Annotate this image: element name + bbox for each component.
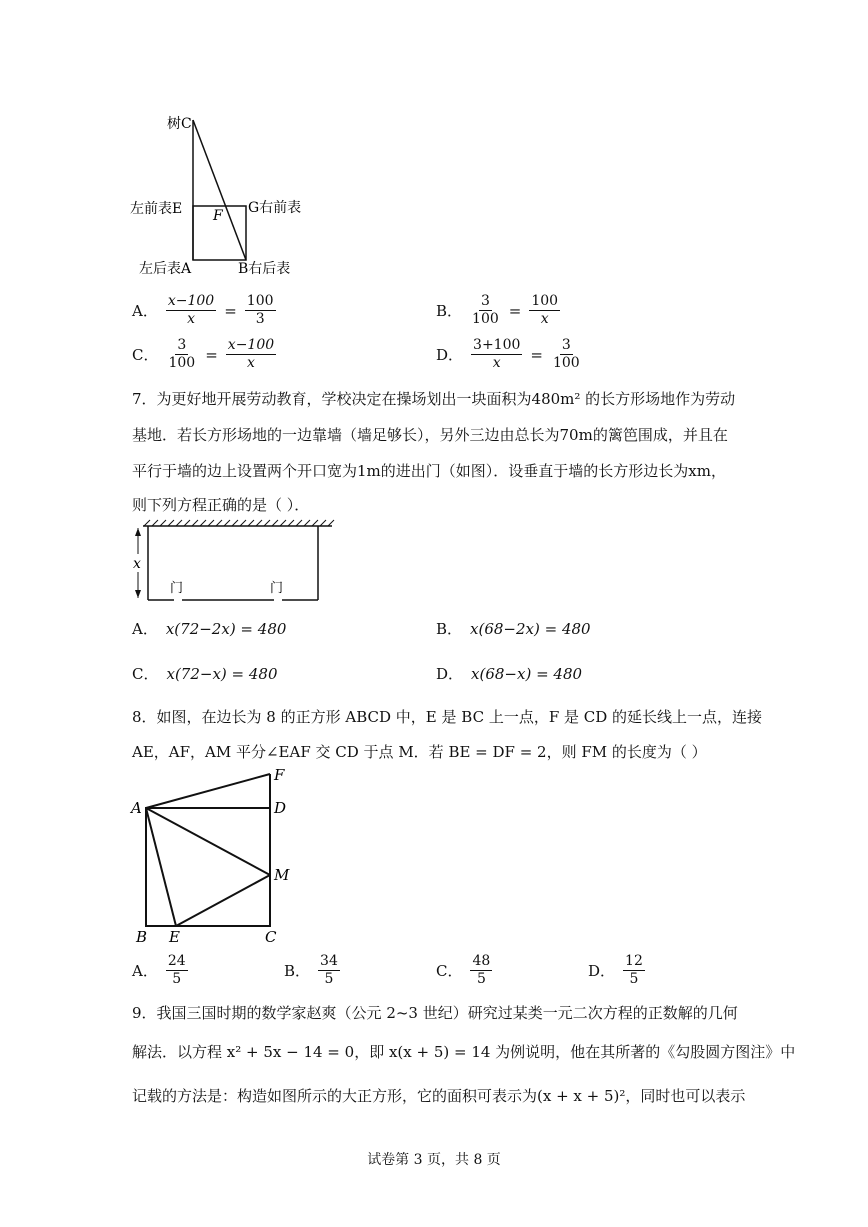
q6-figure: [125, 108, 325, 283]
label-b: B右后表: [238, 261, 291, 277]
q7-option-a[interactable]: A． x(72−2x) = 480: [132, 619, 287, 638]
q7-option-b[interactable]: B． x(68−2x) = 480: [436, 619, 591, 638]
q8-option-d[interactable]: D． $\frac{12}{5}$: [588, 953, 643, 987]
label-a: A: [131, 799, 142, 817]
q8-option-a[interactable]: A． $\frac{24}{5}$: [132, 953, 186, 987]
q8-figure: [125, 762, 305, 947]
q7-option-d[interactable]: D． x(68−x) = 480: [436, 664, 583, 683]
q7-figure: [128, 516, 338, 606]
label-c: C: [265, 928, 277, 946]
label-door-1: 门: [170, 581, 184, 596]
q6-option-d[interactable]: D． $\frac{3+100}{x}$ = $\frac{3}{100}$: [436, 337, 580, 371]
page-footer: 试卷第 3 页，共 8 页: [367, 1152, 501, 1168]
q7-line-1: 7．为更好地开展劳动教育，学校决定在操场划出一块面积为480m² 的长方形场地作为劳动: [132, 390, 736, 408]
label-e: 左前表E: [130, 201, 183, 217]
q8-option-c[interactable]: C． $\frac{48}{5}$: [436, 953, 491, 987]
label-f: F: [213, 208, 223, 224]
q9-line-3: 记载的方法是：构造如图所示的大正方形，它的面积可表示为(x + x + 5)²，同时也可以表示: [132, 1087, 746, 1105]
q6-option-c[interactable]: C． $\frac{3}{100}$ = $\frac{x-100}{x}$: [132, 337, 275, 371]
label-m: M: [274, 866, 290, 884]
label-tree-c: 树C: [167, 116, 192, 132]
q6-option-a[interactable]: A． $\frac{x-100}{x}$ = $\frac{100}{3}$: [132, 293, 274, 327]
q8-option-b[interactable]: B． $\frac{34}{5}$: [284, 953, 338, 987]
label-f: F: [274, 766, 285, 784]
q8-line-2: AE，AF，AM 平分∠EAF 交 CD 于点 M．若 BE = DF = 2，则 FM 的长度为（ ）: [132, 743, 707, 761]
q7-line-4: 则下列方程正确的是（ ）．: [132, 496, 310, 514]
q7-line-3: 平行于墙的边上设置两个开口宽为1m的进出门（如图）．设垂直于墙的长方形边长为xm，: [132, 462, 726, 480]
q6-option-b[interactable]: B． $\frac{3}{100}$ = $\frac{100}{x}$: [436, 293, 559, 327]
label-d: D: [274, 799, 287, 817]
q8-line-1: 8．如图，在边长为 8 的正方形 ABCD 中，E 是 BC 上一点，F 是 CD 的延长线上一点，连接: [132, 708, 763, 726]
q7-line-2: 基地．若长方形场地的一边靠墙（墙足够长），另外三边由总长为70m的篱笆围成，并且在: [132, 426, 728, 444]
label-g: G右前表: [248, 200, 302, 216]
label-e: E: [169, 928, 180, 946]
label-a: 左后表A: [139, 261, 192, 277]
label-x: x: [133, 556, 141, 572]
q7-option-c[interactable]: C． x(72−x) = 480: [132, 664, 278, 683]
q9-line-2: 解法．以方程 x² + 5x − 14 = 0，即 x(x + 5) = 14 为例说明，他在其所著的《勾股圆方图注》中: [132, 1043, 796, 1061]
q9-line-1: 9．我国三国时期的数学家赵爽（公元 2~3 世纪）研究过某类一元二次方程的正数解的几何: [132, 1004, 738, 1022]
label-door-2: 门: [270, 581, 284, 596]
label-b: B: [136, 928, 148, 946]
